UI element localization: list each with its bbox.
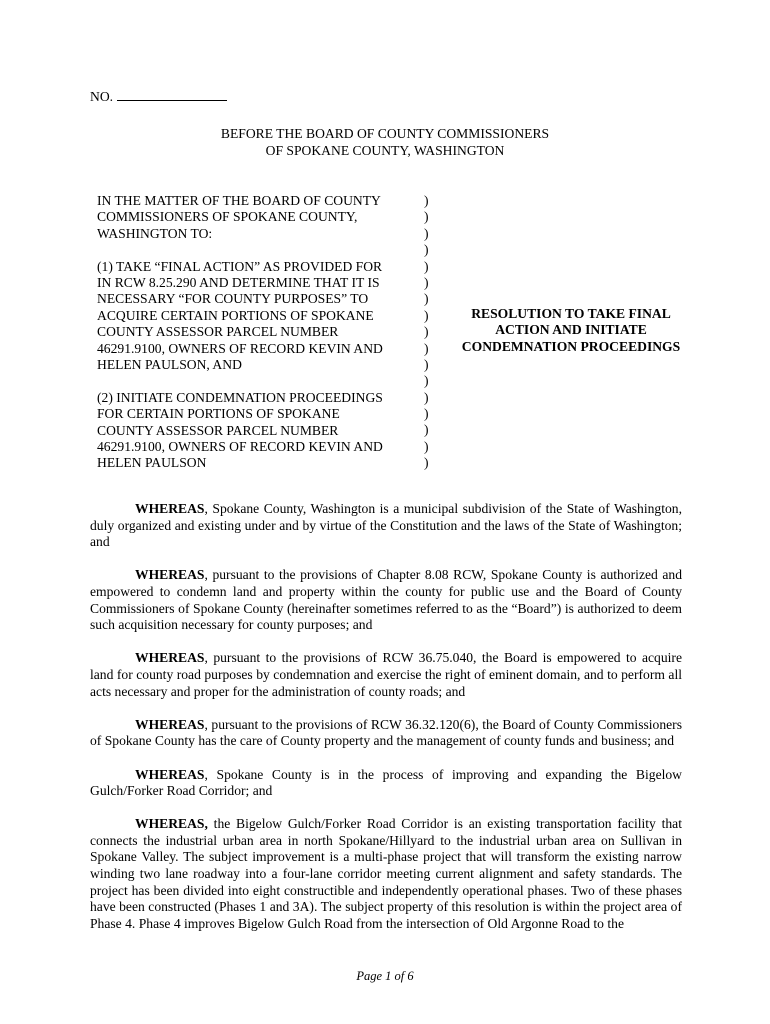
recital-lead: WHEREAS <box>135 567 205 583</box>
caption-paren: ) <box>424 422 429 438</box>
caption-paren: ) <box>424 324 429 340</box>
recital-lead: WHEREAS <box>135 716 205 732</box>
recital-text: , pursuant to the provisions of RCW 36.75.040, the Board is empowered to acquire land for county road purposes by condemnation and exercise the right of eminent domain, and to perform all acts necessary and proper for the administration of county roads; and <box>90 650 682 699</box>
caption-paragraph: IN THE MATTER OF THE BOARD OF COUNTY COMMISSIONERS OF SPOKANE COUNTY, WASHINGTON TO: <box>97 193 381 241</box>
recital-text: , Spokane County, Washington is a municipal subdivision of the State of Washington, duly organized and existing under and by virtue of the Constitution and the laws of the State of Washington; and <box>90 501 682 550</box>
caption-paren: ) <box>424 455 429 471</box>
recital-text: , Spokane County is in the process of improving and expanding the Bigelow Gulch/Forker Road Corridor; and <box>90 766 682 799</box>
recital-paragraph <box>90 816 682 932</box>
caption-paragraph: (2) INITIATE CONDEMNATION PROCEEDINGS FOR CERTAIN PORTIONS OF SPOKANE COUNTY ASSESSOR PARCEL NUMBER 46291.9100, OWNERS OF RECORD KEVIN AND HELEN PAULSON <box>97 389 383 471</box>
caption-paren-column <box>424 193 429 472</box>
caption-paren: ) <box>424 258 429 274</box>
court-line-2: OF SPOKANE COUNTY, WASHINGTON <box>265 143 505 158</box>
resolution-title: RESOLUTION TO TAKE FINAL ACTION AND INITIATE CONDEMNATION PROCEEDINGS <box>461 306 681 354</box>
court-line-1: BEFORE THE BOARD OF COUNTY COMMISSIONERS <box>220 126 550 141</box>
caption-paren: ) <box>424 389 429 405</box>
recital-lead: WHEREAS <box>135 650 205 666</box>
recital-lead: WHEREAS <box>135 501 205 516</box>
recital-paragraph <box>90 501 682 551</box>
recital-paragraph <box>90 650 682 700</box>
caption-paren: ) <box>424 406 429 422</box>
caption-paren: ) <box>424 438 429 454</box>
recital-text: the Bigelow Gulch/Forker Road Corridor is an existing transportation facility that connects the industrial urban area in north Spokane/Hillyard to the industrial urban area on Sullivan in Spokane Valley. The subject improvement is a multi-phase project that will transform the existing narrow winding two lane roadway into a four-lane corridor meeting current alignment and safety standards. The project has been divided into eight constructible and independently operational phases. Two of these phases have been constructed (Phases 1 and 3A). The subject property of this resolution is within the project area of Phase 4. Phase 4 improves Bigelow Gulch Road from the intersection of Old Argonne Road to the <box>90 816 682 931</box>
caption-paren: ) <box>424 209 429 225</box>
caption-paren: ) <box>424 373 429 389</box>
caption-paren: ) <box>424 274 429 290</box>
caption-paren: ) <box>424 356 429 372</box>
page-footer: Page 1 of 6 <box>356 969 414 983</box>
recital-paragraph <box>90 567 682 633</box>
caption-paren: ) <box>424 193 429 208</box>
recital-lead: WHEREAS <box>135 766 205 782</box>
case-caption-left <box>97 193 407 488</box>
recital-lead: WHEREAS, <box>135 816 208 832</box>
resolution-number <box>90 88 227 105</box>
caption-paren: ) <box>424 225 429 241</box>
no-label: NO. <box>90 89 114 104</box>
recital-paragraph <box>90 767 682 800</box>
recital-paragraph <box>90 717 682 750</box>
caption-paragraph: (1) TAKE “FINAL ACTION” AS PROVIDED FOR IN RCW 8.25.290 AND DETERMINE THAT IT IS NECESSARY “FOR COUNTY PURPOSES” TO ACQUIRE CERTAIN PORTIONS OF SPOKANE COUNTY ASSESSOR PARCEL NUMBER 46291.9100, OWNERS OF RECORD KEVIN AND HELEN PAULSON, AND <box>97 258 383 373</box>
resolution-number-blank <box>117 88 227 101</box>
caption-paren: ) <box>424 307 429 323</box>
caption-paren: ) <box>424 242 429 258</box>
caption-paren: ) <box>424 291 429 307</box>
recital-text: , pursuant to the provisions of RCW 36.32.120(6), the Board of County Commissioners of Spokane County has the care of County property and the management of county funds and business; and <box>90 716 682 749</box>
recital-text: , pursuant to the provisions of Chapter 8.08 RCW, Spokane County is authorized and empowered to condemn land and property within the county for public use and the Board of County Commissioners of Spokane County (hereinafter sometimes referred to as the “Board”) is authorized to deem such acquisition necessary for county purposes; and <box>90 567 682 633</box>
recitals <box>90 501 682 949</box>
caption-paren: ) <box>424 340 429 356</box>
